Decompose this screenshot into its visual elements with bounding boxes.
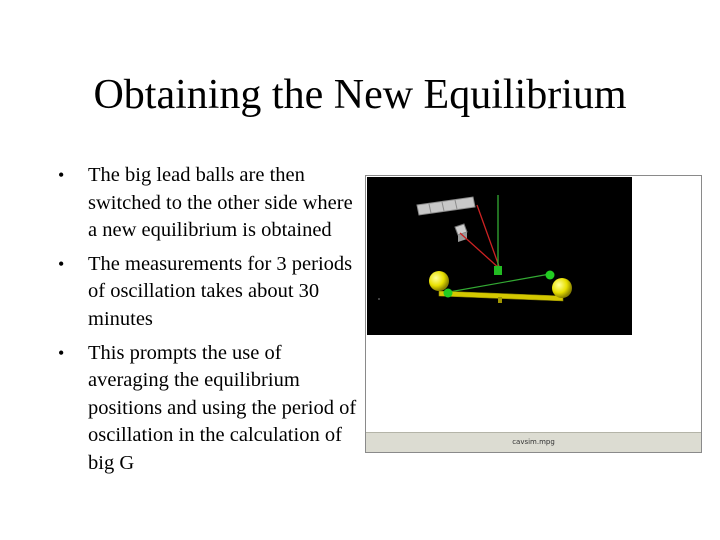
slide-title: Obtaining the New Equilibrium: [93, 72, 627, 118]
video-player[interactable]: [365, 175, 702, 453]
fiber-clamp: [494, 266, 502, 275]
lead-ball-right: [552, 278, 572, 298]
bullet-marker: •: [58, 165, 65, 185]
bullet-item: [58, 162, 358, 245]
beam-pivot: [498, 297, 502, 303]
bullet-text: The big lead balls are then switched to the other side where a new equilibrium is obtained: [88, 164, 353, 242]
bullet-item: [58, 340, 358, 478]
small-ball-right: [546, 271, 555, 280]
video-status-bar: [366, 432, 701, 452]
video-filename: cavsim.mpg: [512, 438, 555, 446]
lead-ball-left: [429, 271, 449, 291]
bullet-item: [58, 251, 358, 334]
small-ball-left: [444, 289, 453, 298]
bullet-marker: •: [58, 342, 65, 363]
video-background: [367, 177, 632, 335]
bullet-text: The measurements for 3 periods of oscillation takes about 30 minutes: [88, 252, 353, 330]
cavendish-simulation-illustration: [367, 177, 632, 335]
video-frame[interactable]: [367, 177, 632, 335]
bullet-marker: •: [58, 253, 65, 274]
bullet-list: [58, 162, 358, 484]
speck: [378, 298, 380, 300]
bullet-text: This prompts the use of averaging the equilibrium positions and using the period of oscillation in the calculation of big G: [88, 341, 357, 474]
